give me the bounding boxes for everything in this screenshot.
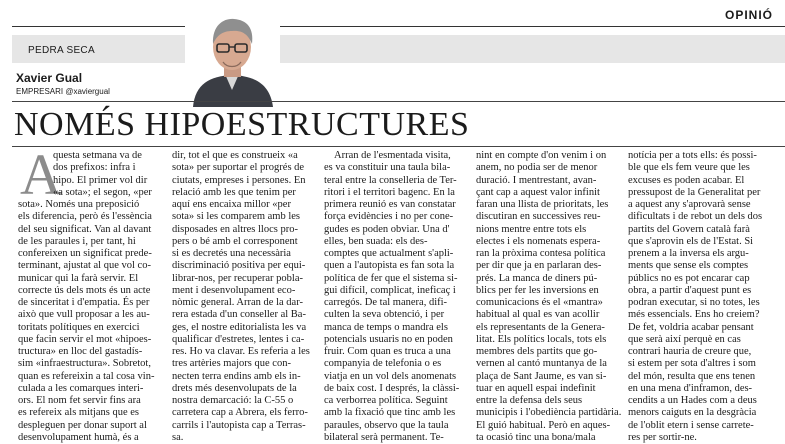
text-line: ments que sense els comptes	[628, 260, 749, 272]
text-line: disposades en altres llocs pro-	[172, 223, 298, 235]
text-line: ors. El nom fet servir fins ara	[18, 395, 141, 406]
text-line: sota» per suportar el progrés de	[172, 162, 305, 174]
text-line: faran una llista de prioritats, les	[476, 199, 609, 210]
text-line: quen a l'autopista es fan sota la	[324, 260, 455, 272]
article-column-2	[172, 150, 309, 444]
text-line: amb la fixació que tinc amb les	[324, 407, 456, 419]
text-line: fruir. Com quan es truca a una	[324, 346, 451, 357]
text-line: cendits a un Hades com a deus	[628, 395, 757, 406]
text-line: dir, tot el que es construeix «a	[172, 150, 298, 161]
article-column-5	[628, 150, 778, 444]
text-line: res. Ho va clavar. Es referia a les	[172, 346, 310, 357]
text-line: tres artèries majors que con-	[172, 358, 291, 370]
column-name: PEDRA SECA	[28, 45, 95, 56]
text-line: res per sortir-ne.	[628, 431, 697, 443]
text-line: terminant, ajustat al que vol co-	[18, 260, 151, 272]
text-line: tuar en aquell espai indefinit	[476, 382, 596, 394]
text-line: nions mentre entre tots els	[476, 223, 587, 235]
text-line: necten terra endins amb els in-	[172, 370, 301, 382]
text-line: notícia per a tots ells: és possi-	[628, 150, 757, 161]
author-role: EMPRESARI @xaviergual	[16, 87, 110, 96]
text-line: culten la seva obtenció, i per	[324, 309, 445, 321]
text-line: més essencials. Ens ho creiem?	[628, 309, 760, 321]
text-line: ran la pròxima contesa política	[476, 248, 606, 259]
text-line: ca verborrea política. Seguint	[324, 395, 448, 406]
text-line: ritori i el territori bagenc. En la	[324, 186, 455, 198]
section-label: OPINIÓ	[724, 8, 773, 22]
text-line: El guió habitual. Però en aques-	[476, 419, 611, 431]
text-line: pers o bé amb el corresponent	[172, 235, 298, 247]
text-line: gui difícil, complicat, ineficaç i	[324, 284, 456, 296]
article-column-3	[324, 150, 461, 444]
text-line: «a sota»; el segon, «per	[53, 186, 152, 198]
top-rule	[12, 26, 785, 27]
text-line: hipo. El primer vol dir	[53, 174, 148, 186]
author-photo	[185, 12, 280, 107]
text-line: potencials usuaris no en poden	[324, 333, 453, 345]
text-line: els representants de la Genera-	[476, 321, 605, 333]
text-line: de baix cost. I després, la clàssi-	[324, 382, 460, 394]
text-line: comptes que actualment s'apli-	[324, 248, 454, 259]
text-line: çant cap a aquest valor infinit	[476, 186, 600, 198]
text-line: despleguen per donar suport al	[18, 419, 147, 431]
text-line: tructura» en lloc del gastadís-	[18, 346, 143, 357]
text-line: relació amb les que tenim per	[172, 186, 296, 198]
text-line: discutiran en successives reu-	[476, 211, 601, 223]
text-line: drets més desenvolupats de la	[172, 382, 297, 394]
text-line: si es decretés una necessària	[172, 248, 291, 259]
text-line: manca de temps o mandra els	[324, 321, 448, 333]
article-column-4	[476, 150, 622, 444]
text-line: obra, a partir d'aquest punt es	[628, 284, 752, 296]
text-line: primera reunió es van constatar	[324, 199, 456, 210]
text-line: ble que els fem veure que les	[628, 162, 750, 174]
text-line: litat. Els polítics locals, tots els	[476, 333, 607, 345]
text-line: del seu significat. Van al davant	[18, 223, 152, 235]
text-line: municar qui la farà servir. El	[18, 272, 139, 284]
text-line: es refereix als mitjans que es	[18, 407, 139, 419]
headline-bottom-rule	[12, 146, 785, 147]
text-line: si estem per sota d'altres i som	[628, 358, 756, 370]
text-line: a aquest any s'aprovarà sense	[628, 199, 751, 210]
text-line: anem, no podia ser de menor	[476, 162, 598, 174]
text-line: nint en compte d'on venim i on	[476, 150, 607, 161]
text-line: plaça de Sant Jaume, es van si-	[476, 370, 607, 382]
text-line: questa setmana va de	[53, 150, 142, 161]
text-line: dos prefixos: infra i	[53, 162, 136, 174]
text-line: prenem a la inversa els argu-	[628, 248, 749, 259]
drop-cap: A	[20, 142, 62, 207]
text-line: força evidències i no per cone-	[324, 211, 454, 223]
text-line: culada a les comarques interi-	[18, 382, 144, 394]
text-line: comunicacions és el «mantra»	[476, 297, 603, 308]
column-header-band	[12, 35, 785, 63]
text-line: de l'oblit etern i sense carrete-	[628, 419, 754, 431]
headline-top-rule	[12, 101, 785, 102]
text-line: nòmic general. Arran de la dar-	[172, 297, 303, 308]
text-line: companyia de telefonia o es	[324, 358, 442, 370]
text-line: ta ocasió tinc una bona/mala	[476, 431, 596, 443]
text-line: rera estada d'un conseller al Ba-	[172, 309, 306, 321]
text-line: carrils i l'autopista cap a Terras-	[172, 419, 306, 431]
text-line: ment i desenvolupament eco-	[172, 284, 296, 296]
text-line: ges, el nostre editorialista les va	[172, 321, 307, 333]
text-line: sota». Només una preposició	[18, 199, 140, 210]
text-line: desenvolupament humà, és a	[18, 431, 139, 443]
text-line: vernen al cantó muntanya de la	[476, 358, 607, 370]
text-line: dificultats i de rebot un dels dos	[628, 211, 763, 223]
text-line: carregós. De tal manera, difi-	[324, 297, 448, 308]
text-line: per dir que ja en parlaran des-	[476, 260, 602, 272]
text-line: entre la defensa dels seus	[476, 395, 583, 406]
text-line: que serà així perquè en cas	[628, 333, 741, 345]
headline: NOMÉS HIPOESTRUCTURES	[14, 106, 470, 143]
text-line: ciutats, empreses i persones. En	[172, 174, 306, 186]
text-line: públics no es pot encarar cap	[628, 272, 750, 284]
text-line: pressupost de la Generalitat per	[628, 186, 761, 198]
text-line: sa.	[172, 431, 184, 443]
text-line: discriminació positiva per equi-	[172, 260, 306, 272]
text-line: paraules, observo que la taula	[324, 419, 449, 431]
text-line: duració. I mentrestant, avan-	[476, 174, 597, 186]
text-line: viatja en un vol dels anomenats	[324, 370, 457, 382]
text-line: podran executar, si no totes, les	[628, 297, 760, 308]
text-line: del món, resulta que ens tenen	[628, 370, 756, 382]
text-line: municipis i l'obediència partidària.	[476, 407, 622, 419]
text-line: quan es refereixin a tal cosa vin-	[18, 370, 155, 382]
text-line: això que vull proposar a les au-	[18, 309, 150, 321]
text-line: carretera cap a Abrera, els ferro-	[172, 407, 308, 419]
text-line: els diferencia, però és l'essència	[18, 211, 152, 223]
text-line: de sinceritat i d'empatia. És per	[18, 297, 150, 308]
text-line: que s'aprovin els de l'Estat. Si	[628, 235, 754, 247]
text-line: aquí ens encaixa millor «per	[172, 199, 291, 210]
text-line: contrari hauria de creure que,	[628, 346, 752, 357]
text-line: toritats polítiques en exercici	[18, 321, 140, 333]
text-line: de les paraules i, per tant, hi	[18, 235, 136, 247]
text-line: correcte ús dels mots és un acte	[18, 284, 151, 296]
text-line: sota» si les comparem amb les	[172, 211, 301, 223]
text-line: es va constituir una taula bila-	[324, 162, 451, 174]
text-line: que facin servir el mot «hipoes-	[18, 333, 152, 345]
text-line: excuses es poden acabar. El	[628, 174, 745, 186]
text-line: habitual al qual es van acollir	[476, 309, 600, 321]
text-line: bilateral serà permanent. Te-	[324, 431, 444, 443]
text-line: sim «infraestructura». Sobretot,	[18, 358, 151, 370]
text-line: partits del Govern català farà	[628, 223, 750, 235]
text-line: política de fer que el sistema si-	[324, 272, 458, 284]
author-name: Xavier Gual	[16, 71, 83, 85]
text-line: confereixen un significat prede-	[18, 248, 152, 259]
text-line: prés. La manca de diners pú-	[476, 272, 598, 284]
text-line: menors caiguts en la desgràcia	[628, 407, 757, 419]
text-line: elles, ben suada: els des-	[324, 235, 428, 247]
text-line: De fet, voldria acabar pensant	[628, 321, 754, 333]
text-line: blics per fer les inversions en	[476, 284, 599, 296]
text-line: teral entre la conselleria de Ter-	[324, 174, 457, 186]
text-line: electes i els nomenats espera-	[476, 235, 601, 247]
article-column-1	[18, 142, 155, 444]
text-line: gudes es poden obviar. Una d'	[324, 223, 450, 235]
text-line: membres dels partits que go-	[476, 346, 598, 357]
text-line: librar-nos, per recuperar pobla-	[172, 272, 303, 284]
text-line: Arran de l'esmentada visita,	[334, 150, 451, 161]
text-line: en una mena d'inframon, des-	[628, 382, 753, 394]
text-line: qualificar d'estretes, lentes i ca-	[172, 333, 305, 345]
text-line: nostra demarcació: la C-55 o	[172, 395, 294, 406]
